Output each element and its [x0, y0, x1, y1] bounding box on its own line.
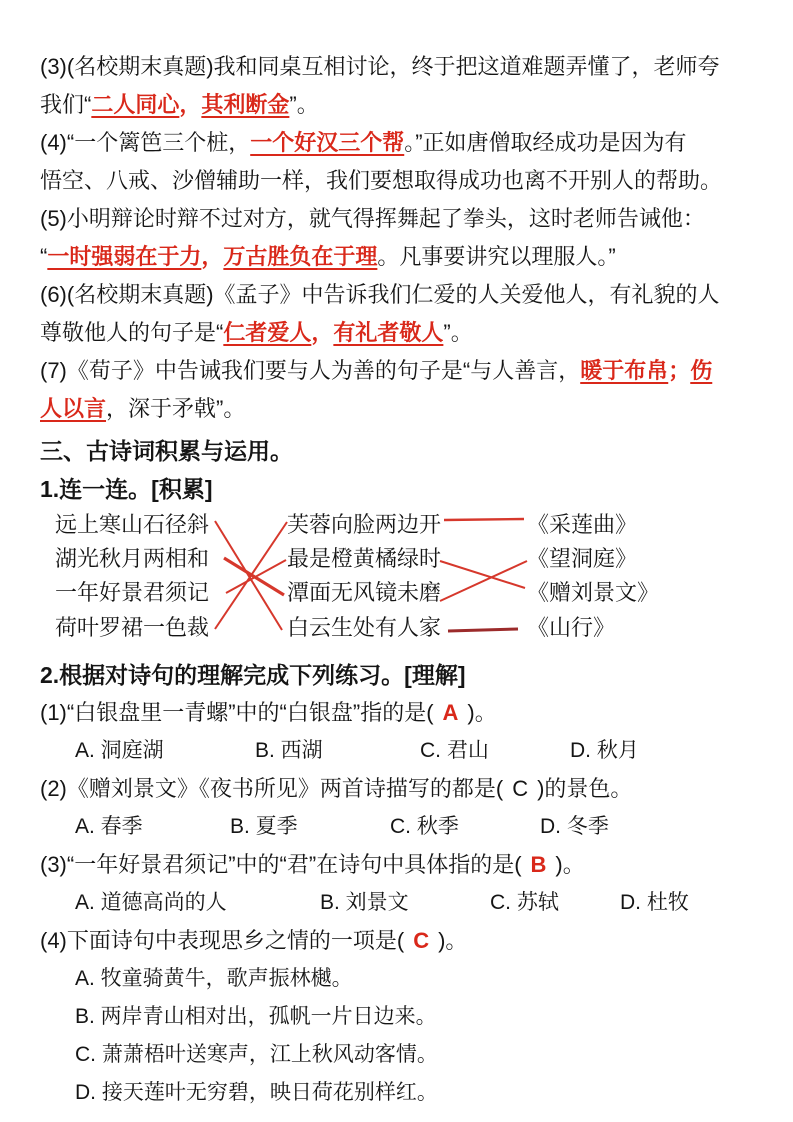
answer-text: ， — [201, 244, 224, 269]
question-stem: )。 — [555, 852, 585, 877]
option: B. 夏季 — [230, 815, 298, 838]
fill-question-6-line-1 — [40, 276, 759, 314]
option: A. 牧童骑黄牛，歌声振林樾。 — [75, 967, 353, 990]
answer-text: 有礼者敬人 — [333, 320, 444, 345]
answer-text: 人以言 — [40, 396, 107, 421]
text-segment: 我们“ — [40, 92, 92, 117]
option: D. 秋月 — [570, 739, 639, 762]
poem-line: 湖光秋月两相和 — [55, 546, 210, 571]
match-line — [448, 629, 518, 631]
mc-question-3 — [40, 846, 759, 884]
mc-question-4 — [40, 922, 759, 960]
option: A. 洞庭湖 — [75, 739, 164, 762]
answer-text: ， — [179, 92, 202, 117]
answer-text: 二人同心 — [91, 92, 180, 117]
fill-question-5-line-2 — [40, 238, 759, 276]
poem-line: 最是橙黄橘绿时 — [287, 546, 442, 571]
mc-question-1 — [40, 694, 759, 732]
question-stem: (3)“一年好景君须记”中的“君”在诗句中具体指的是( — [40, 852, 522, 877]
question-stem: )。 — [438, 928, 468, 953]
mc-option-4c — [40, 1036, 759, 1074]
answer-letter: A — [442, 700, 459, 725]
mc-question-2 — [40, 770, 759, 808]
text-segment: (6)(名校期末真题)《孟子》中告诉我们仁爱的人关爱他人，有礼貌的人 — [40, 282, 720, 307]
mc-options-1 — [40, 732, 759, 770]
question-stem: (1)“白银盘里一青螺”中的“白银盘”指的是( — [40, 700, 434, 725]
question-stem: (4)下面诗句中表现思乡之情的一项是( — [40, 928, 405, 953]
mc-option-4b — [40, 998, 759, 1036]
poem-title: 《赠刘景文》 — [527, 580, 660, 605]
option: A. 道德高尚的人 — [75, 891, 227, 914]
poem-line: 远上寒山石径斜 — [55, 512, 210, 537]
fill-question-5-line-1 — [40, 200, 759, 238]
exercise-2 — [40, 656, 759, 1112]
answer-text: 暖于布帛 — [580, 358, 669, 383]
poem-line: 一年好景君须记 — [55, 580, 210, 605]
text-segment: ”。 — [443, 320, 473, 345]
answer-text: 一个好汉三个帮 — [250, 130, 405, 155]
text-segment: (4)“一个篱笆三个桩， — [40, 130, 251, 155]
option: B. 两岸青山相对出，孤帆一片日边来。 — [75, 1005, 437, 1028]
answer-text: 其利断金 — [201, 92, 290, 117]
answer-letter: C — [413, 928, 430, 953]
option: D. 接天莲叶无穷碧，映日荷花别样红。 — [75, 1081, 438, 1104]
answer-letter: B — [530, 852, 547, 877]
poem-line: 芙蓉向脸两边开 — [287, 512, 442, 537]
poem-title: 《望洞庭》 — [527, 546, 638, 571]
poem-title: 《山行》 — [527, 615, 616, 640]
text-segment: 。”正如唐僧取经成功是因为有 — [404, 130, 687, 155]
poem-title: 《采莲曲》 — [527, 512, 638, 537]
answer-text: ； — [668, 358, 691, 383]
mc-options-2 — [40, 808, 759, 846]
mc-option-4a — [40, 960, 759, 998]
fill-question-4-line-2 — [40, 162, 759, 200]
question-stem: )的景色。 — [537, 776, 633, 801]
poem-line: 潭面无风镜未磨 — [287, 580, 442, 605]
text-segment: “ — [40, 244, 48, 269]
option: A. 春季 — [75, 815, 143, 838]
mc-option-4d — [40, 1074, 759, 1112]
question-stem: (2)《赠刘景文》《夜书所见》两首诗描写的都是( — [40, 776, 504, 801]
fill-question-4-line-1 — [40, 124, 759, 162]
option: D. 冬季 — [540, 815, 609, 838]
text-segment: (3)(名校期末真题)我和同桌互相讨论，终于把这道难题弄懂了，老师夸 — [40, 54, 720, 79]
answer-text: 仁者爱人 — [223, 320, 312, 345]
answer-text: 伤 — [690, 358, 713, 383]
option: C. 君山 — [420, 739, 489, 762]
fill-question-7-line-1 — [40, 352, 759, 390]
match-line — [444, 519, 524, 520]
question-stem: )。 — [467, 700, 497, 725]
answer-text: 万古胜负在于理 — [223, 244, 378, 269]
text-segment: ”。 — [289, 92, 319, 117]
mc-options-3 — [40, 884, 759, 922]
exercise-1-title: 1.连一连。[积累] — [40, 476, 213, 502]
option: C. 秋季 — [390, 815, 459, 838]
section-heading: 三、古诗词积累与运用。 — [40, 438, 293, 464]
match-line — [440, 561, 525, 588]
poem-line: 白云生处有人家 — [287, 615, 442, 640]
fill-question-6-line-2 — [40, 314, 759, 352]
answer-text: ， — [311, 320, 334, 345]
text-segment: ，深于矛戟”。 — [106, 396, 246, 421]
answer-letter: C — [512, 776, 529, 801]
text-segment: 。凡事要讲究以理服人。” — [377, 244, 616, 269]
fill-question-7-line-2 — [40, 390, 759, 428]
fill-question-3-line-1 — [40, 48, 759, 86]
text-segment: 尊敬他人的句子是“ — [40, 320, 224, 345]
option: C. 苏轼 — [490, 891, 559, 914]
text-segment: 悟空、八戒、沙僧辅助一样，我们要想取得成功也离不开别人的帮助。 — [40, 168, 723, 193]
option: B. 刘景文 — [320, 891, 409, 914]
text-segment: (5)小明辩论时辩不过对方，就气得挥舞起了拳头，这时老师告诫他： — [40, 206, 705, 231]
poem-line: 荷叶罗裙一色裁 — [55, 615, 210, 640]
answer-text: 一时强弱在于力 — [47, 244, 202, 269]
fill-question-3-line-2 — [40, 86, 759, 124]
option: B. 西湖 — [255, 739, 323, 762]
exercise-2-title: 2.根据对诗句的理解完成下列练习。[理解] — [40, 662, 466, 688]
option: D. 杜牧 — [620, 891, 689, 914]
option: C. 萧萧梧叶送寒声，江上秋风动客情。 — [75, 1043, 438, 1066]
match-line — [440, 561, 527, 601]
text-segment: (7)《荀子》中告诫我们要与人为善的句子是“与人善言， — [40, 358, 581, 383]
matching-exercise — [40, 510, 759, 656]
